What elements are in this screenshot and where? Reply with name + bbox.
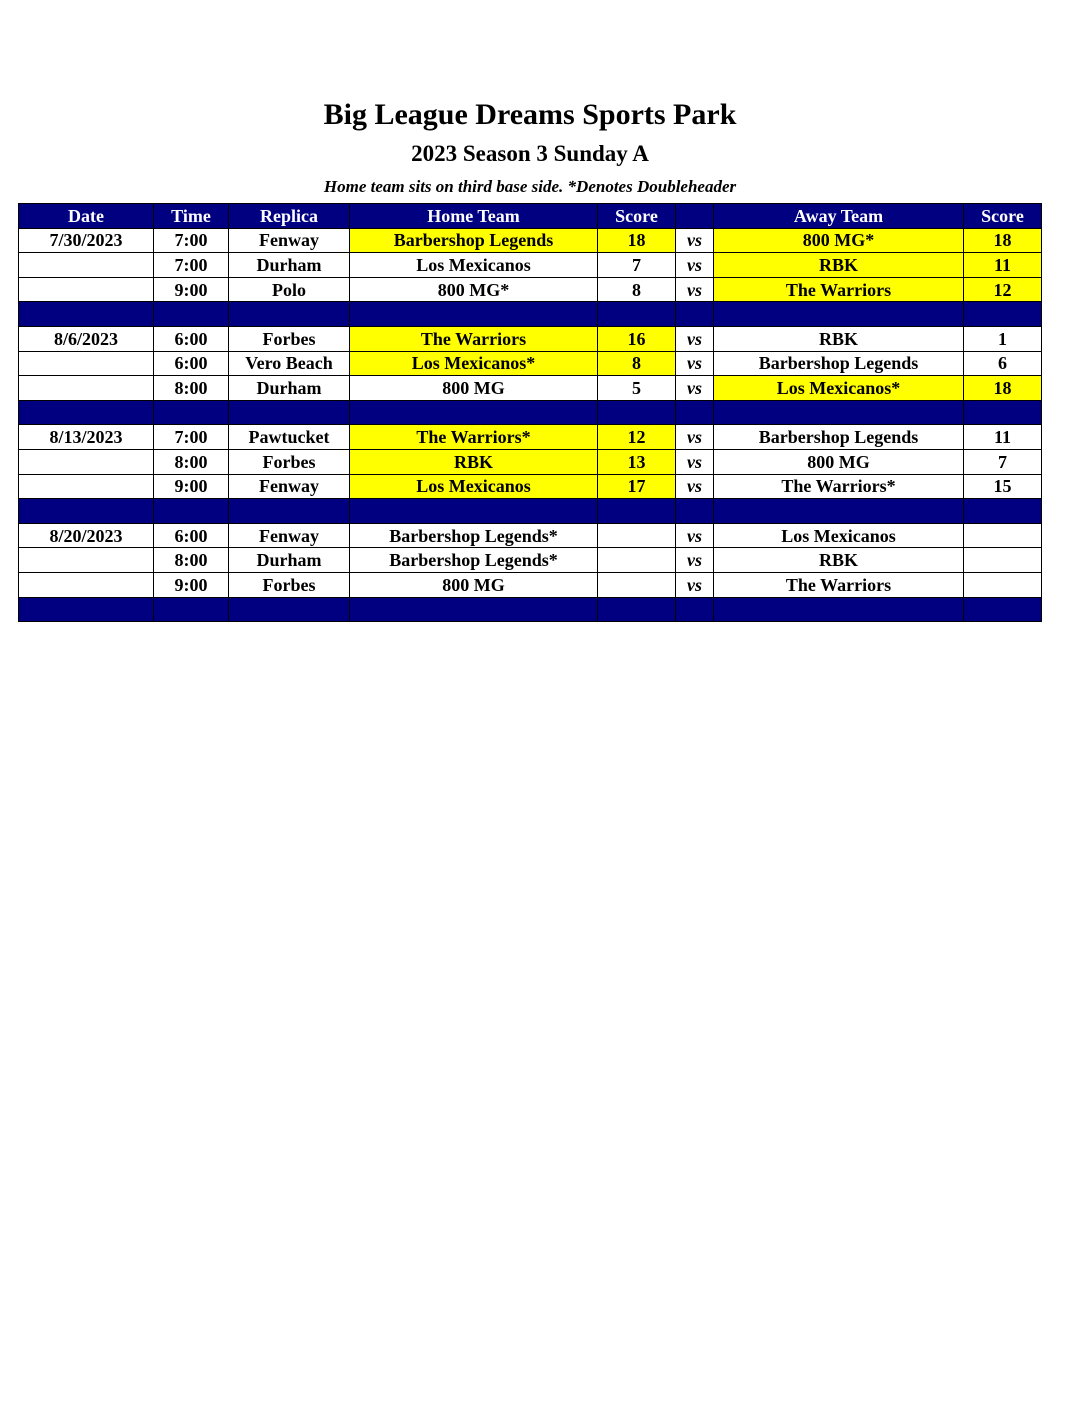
- separator-cell: [964, 302, 1042, 327]
- separator-cell: [714, 499, 964, 524]
- separator-cell: [714, 597, 964, 622]
- vs-cell: vs: [676, 277, 714, 302]
- separator-cell: [714, 400, 964, 425]
- away-score-cell: 11: [964, 425, 1042, 450]
- home-team-cell: Barbershop Legends*: [350, 548, 598, 573]
- separator-cell: [598, 597, 676, 622]
- date-cell: [19, 449, 154, 474]
- week-separator-row: [19, 499, 1042, 524]
- time-cell: 7:00: [154, 253, 229, 278]
- replica-cell: Vero Beach: [229, 351, 350, 376]
- away-score-cell: [964, 548, 1042, 573]
- away-team-cell: Los Mexicanos*: [714, 376, 964, 401]
- replica-cell: Polo: [229, 277, 350, 302]
- away-team-cell: RBK: [714, 548, 964, 573]
- time-cell: 8:00: [154, 449, 229, 474]
- away-score-cell: 1: [964, 326, 1042, 351]
- date-cell: [19, 548, 154, 573]
- vs-cell: vs: [676, 376, 714, 401]
- home-score-cell: 7: [598, 253, 676, 278]
- date-cell: 7/30/2023: [19, 228, 154, 253]
- home-team-cell: The Warriors: [350, 326, 598, 351]
- table-row: [19, 277, 1042, 302]
- column-header-away-team: Away Team: [714, 204, 964, 229]
- home-score-cell: [598, 548, 676, 573]
- vs-cell: vs: [676, 351, 714, 376]
- away-team-cell: RBK: [714, 326, 964, 351]
- time-cell: 7:00: [154, 425, 229, 450]
- replica-cell: Forbes: [229, 449, 350, 474]
- away-score-cell: 18: [964, 376, 1042, 401]
- date-cell: [19, 351, 154, 376]
- separator-cell: [19, 499, 154, 524]
- date-cell: [19, 277, 154, 302]
- separator-cell: [154, 499, 229, 524]
- home-team-cell: Los Mexicanos*: [350, 351, 598, 376]
- column-header-date: Date: [19, 204, 154, 229]
- away-team-cell: 800 MG*: [714, 228, 964, 253]
- away-score-cell: [964, 523, 1042, 548]
- week-separator-row: [19, 302, 1042, 327]
- separator-cell: [676, 400, 714, 425]
- separator-cell: [598, 499, 676, 524]
- separator-cell: [19, 400, 154, 425]
- replica-cell: Pawtucket: [229, 425, 350, 450]
- table-header-row: [19, 204, 1042, 229]
- home-team-cell: 800 MG*: [350, 277, 598, 302]
- table-row: [19, 449, 1042, 474]
- replica-cell: Durham: [229, 376, 350, 401]
- time-cell: 7:00: [154, 228, 229, 253]
- page-title: Big League Dreams Sports Park: [323, 98, 737, 131]
- vs-cell: vs: [676, 253, 714, 278]
- separator-cell: [676, 499, 714, 524]
- time-cell: 8:00: [154, 548, 229, 573]
- separator-cell: [598, 302, 676, 327]
- home-score-cell: 5: [598, 376, 676, 401]
- time-cell: 9:00: [154, 572, 229, 597]
- separator-cell: [154, 400, 229, 425]
- vs-cell: vs: [676, 425, 714, 450]
- separator-cell: [350, 597, 598, 622]
- column-header-home-score: Score: [598, 204, 676, 229]
- table-row: [19, 548, 1042, 573]
- home-score-cell: 16: [598, 326, 676, 351]
- time-cell: 6:00: [154, 523, 229, 548]
- home-team-cell: Barbershop Legends: [350, 228, 598, 253]
- away-team-cell: The Warriors*: [714, 474, 964, 499]
- schedule-note: Home team sits on third base side. *Denotes Doubleheader: [323, 177, 737, 196]
- home-team-cell: Los Mexicanos: [350, 474, 598, 499]
- date-cell: [19, 474, 154, 499]
- separator-cell: [676, 597, 714, 622]
- separator-cell: [350, 400, 598, 425]
- separator-cell: [19, 302, 154, 327]
- home-team-cell: Barbershop Legends*: [350, 523, 598, 548]
- home-score-cell: 18: [598, 228, 676, 253]
- schedule-table: [18, 203, 1042, 622]
- table-row: [19, 351, 1042, 376]
- time-cell: 8:00: [154, 376, 229, 401]
- separator-cell: [229, 499, 350, 524]
- home-team-cell: RBK: [350, 449, 598, 474]
- table-row: [19, 253, 1042, 278]
- vs-cell: vs: [676, 474, 714, 499]
- home-team-cell: 800 MG: [350, 376, 598, 401]
- vs-cell: vs: [676, 326, 714, 351]
- away-score-cell: 15: [964, 474, 1042, 499]
- table-row: [19, 425, 1042, 450]
- separator-cell: [350, 302, 598, 327]
- away-team-cell: Barbershop Legends: [714, 425, 964, 450]
- date-cell: 8/6/2023: [19, 326, 154, 351]
- home-score-cell: 13: [598, 449, 676, 474]
- column-header-home-team: Home Team: [350, 204, 598, 229]
- home-team-cell: Los Mexicanos: [350, 253, 598, 278]
- home-team-cell: 800 MG: [350, 572, 598, 597]
- replica-cell: Fenway: [229, 474, 350, 499]
- separator-cell: [229, 597, 350, 622]
- column-header-replica: Replica: [229, 204, 350, 229]
- time-cell: 9:00: [154, 474, 229, 499]
- separator-cell: [229, 302, 350, 327]
- separator-cell: [19, 597, 154, 622]
- table-row: [19, 572, 1042, 597]
- date-cell: [19, 253, 154, 278]
- date-cell: 8/20/2023: [19, 523, 154, 548]
- away-score-cell: 7: [964, 449, 1042, 474]
- week-separator-row: [19, 597, 1042, 622]
- table-row: [19, 474, 1042, 499]
- replica-cell: Fenway: [229, 523, 350, 548]
- separator-cell: [154, 597, 229, 622]
- date-cell: [19, 572, 154, 597]
- separator-cell: [350, 499, 598, 524]
- home-score-cell: 8: [598, 277, 676, 302]
- table-row: [19, 523, 1042, 548]
- away-team-cell: Barbershop Legends: [714, 351, 964, 376]
- vs-cell: vs: [676, 449, 714, 474]
- table-row: [19, 376, 1042, 401]
- separator-cell: [229, 400, 350, 425]
- vs-cell: vs: [676, 523, 714, 548]
- table-row: [19, 228, 1042, 253]
- home-team-cell: The Warriors*: [350, 425, 598, 450]
- replica-cell: Durham: [229, 548, 350, 573]
- home-score-cell: 8: [598, 351, 676, 376]
- away-score-cell: 12: [964, 277, 1042, 302]
- away-score-cell: [964, 572, 1042, 597]
- home-score-cell: [598, 523, 676, 548]
- time-cell: 6:00: [154, 351, 229, 376]
- separator-cell: [714, 302, 964, 327]
- vs-cell: vs: [676, 548, 714, 573]
- away-team-cell: 800 MG: [714, 449, 964, 474]
- separator-cell: [676, 302, 714, 327]
- replica-cell: Forbes: [229, 326, 350, 351]
- replica-cell: Fenway: [229, 228, 350, 253]
- away-score-cell: 18: [964, 228, 1042, 253]
- date-cell: 8/13/2023: [19, 425, 154, 450]
- vs-cell: vs: [676, 572, 714, 597]
- home-score-cell: 17: [598, 474, 676, 499]
- column-header-time: Time: [154, 204, 229, 229]
- away-team-cell: The Warriors: [714, 572, 964, 597]
- column-header-away-score: Score: [964, 204, 1042, 229]
- separator-cell: [964, 400, 1042, 425]
- away-team-cell: RBK: [714, 253, 964, 278]
- vs-cell: vs: [676, 228, 714, 253]
- time-cell: 6:00: [154, 326, 229, 351]
- table-row: [19, 326, 1042, 351]
- away-team-cell: Los Mexicanos: [714, 523, 964, 548]
- away-team-cell: The Warriors: [714, 277, 964, 302]
- separator-cell: [964, 499, 1042, 524]
- home-score-cell: [598, 572, 676, 597]
- week-separator-row: [19, 400, 1042, 425]
- replica-cell: Forbes: [229, 572, 350, 597]
- page-subtitle: 2023 Season 3 Sunday A: [411, 141, 649, 166]
- separator-cell: [154, 302, 229, 327]
- time-cell: 9:00: [154, 277, 229, 302]
- away-score-cell: 6: [964, 351, 1042, 376]
- date-cell: [19, 376, 154, 401]
- separator-cell: [598, 400, 676, 425]
- separator-cell: [964, 597, 1042, 622]
- away-score-cell: 11: [964, 253, 1042, 278]
- column-header-vs: [676, 204, 714, 229]
- replica-cell: Durham: [229, 253, 350, 278]
- home-score-cell: 12: [598, 425, 676, 450]
